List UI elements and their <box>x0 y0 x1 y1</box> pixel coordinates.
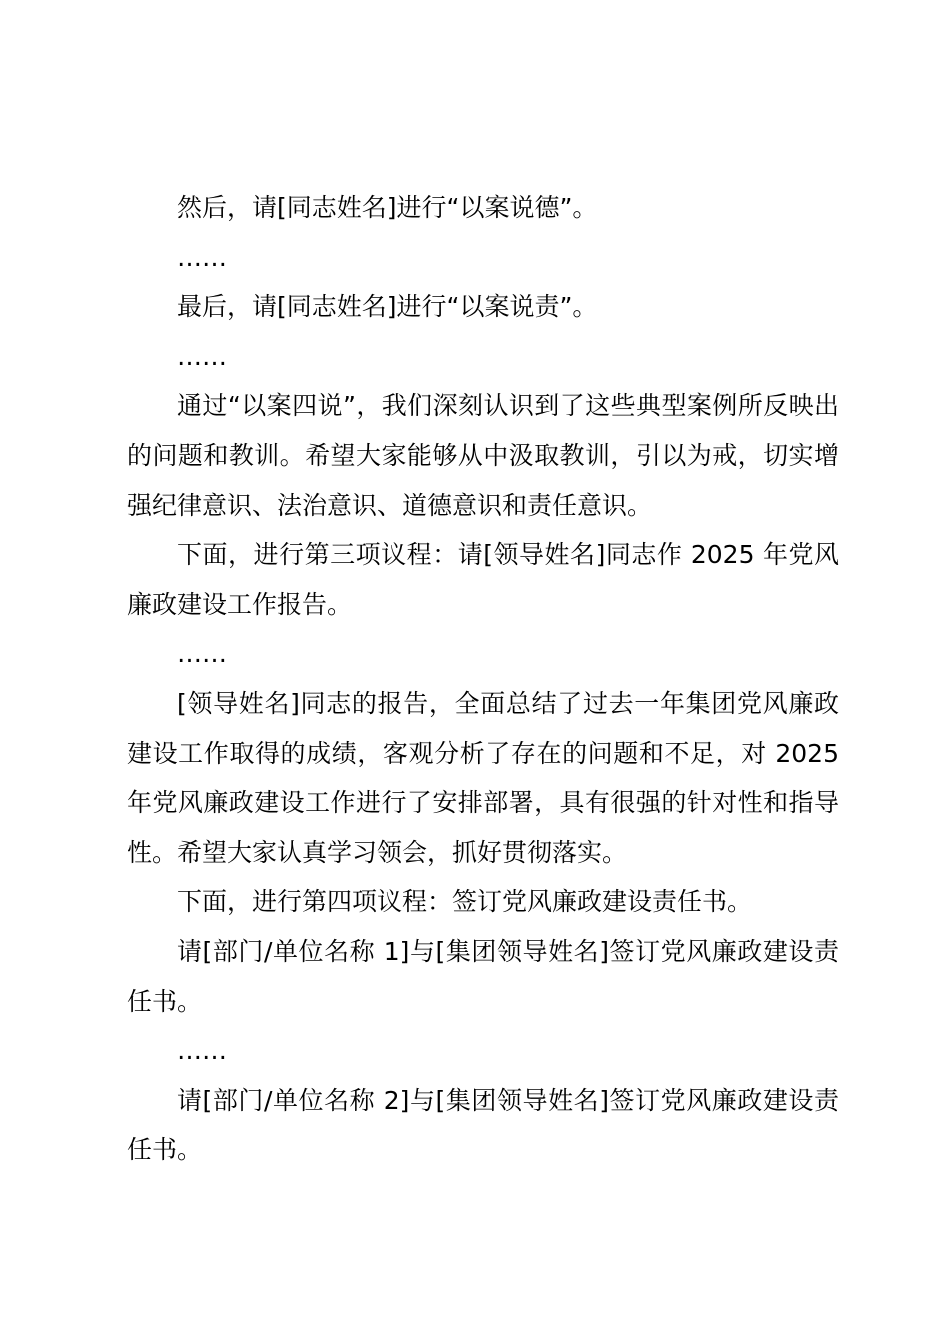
paragraph-sign-unit-2: 请[部门/单位名称 2]与[集团领导姓名]签订党风廉政建设责任书。 <box>127 1085 839 1165</box>
paragraph-invite-ze: 最后，请[同志姓名]进行“以案说责”。 <box>177 292 598 322</box>
paragraph-report-summary: [领导姓名]同志的报告，全面总结了过去一年集团党风廉政建设工作取得的成绩，客观分析了存在的问题和不足，对 2025 年党风廉政建设工作进行了安排部署，具有很强的针对性和指导性。希望大家认真学习领会，抓好贯彻落实。 <box>127 688 839 867</box>
paragraph-summary-four-talks: 通过“以案四说”，我们深刻认识到了这些典型案例所反映出的问题和教训。希望大家能够从中汲取教训，引以为戒，切实增强纪律意识、法治意识、道德意识和责任意识。 <box>127 391 839 520</box>
paragraph-agenda-four: 下面，进行第四项议程：签订党风廉政建设责任书。 <box>177 887 753 917</box>
paragraph-agenda-three: 下面，进行第三项议程：请[领导姓名]同志作 2025 年党风廉政建设工作报告。 <box>127 540 839 619</box>
document-body <box>127 183 839 1175</box>
ellipsis-1: …… <box>177 242 227 272</box>
ellipsis-3: …… <box>177 639 227 669</box>
paragraph-invite-de: 然后，请[同志姓名]进行“以案说德”。 <box>177 193 598 222</box>
ellipsis-4: …… <box>177 1036 227 1066</box>
paragraph-sign-unit-1: 请[部门/单位名称 1]与[集团领导姓名]签订党风廉政建设责任书。 <box>127 936 839 1016</box>
ellipsis-2: …… <box>177 341 227 371</box>
